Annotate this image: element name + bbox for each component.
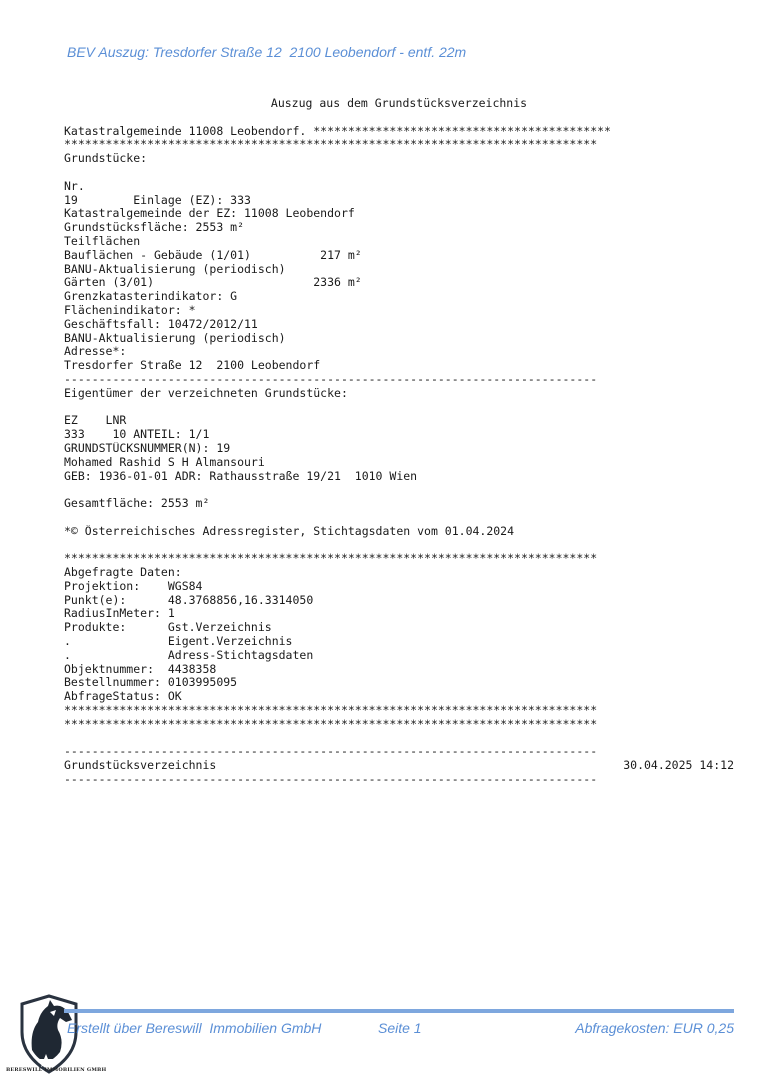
document-line: AbfrageStatus: OK (64, 690, 182, 704)
document-line: Punkt(e): 48.3768856,16.3314050 (64, 593, 314, 607)
document-line: *© Österreichisches Adressregister, Stichtagsdaten vom 01.04.2024 (64, 524, 515, 538)
document-line: ----------------------------------------------------------------------------- (64, 745, 598, 759)
document-line: Objektnummer: 4438358 (64, 662, 217, 676)
document-title: Auszug aus dem Grundstücksverzeichnis (270, 97, 528, 110)
document-line: EZ LNR (64, 414, 127, 428)
end-rule: ----------------------------------------------------------------------------- (64, 773, 598, 787)
document-line: Geschäftsfall: 10472/2012/11 (64, 317, 258, 331)
footer-divider (64, 1009, 734, 1013)
document-line: Nr. (64, 179, 85, 193)
document-line: Grundstücke: (64, 152, 148, 166)
document-line: ***************************************************************************** (64, 704, 598, 718)
document-line: ***************************************************************************** (64, 717, 598, 731)
document-line: Gesamtfläche: 2553 m² (64, 497, 210, 511)
logo-text: BERESWILL IMMOBILIEN GMBH (6, 1067, 107, 1073)
document-lines (64, 111, 734, 759)
document-line: Projektion: WGS84 (64, 579, 203, 593)
document-line: Teilflächen (64, 234, 141, 248)
document-line: BANU-Aktualisierung (periodisch) (64, 331, 286, 345)
document-line: Abgefragte Daten: (64, 566, 182, 580)
document-line (64, 539, 734, 553)
document-line: ----------------------------------------------------------------------------- (64, 372, 598, 386)
summary-label: Grundstücksverzeichnis (64, 758, 217, 773)
document-line: Adresse*: (64, 345, 127, 359)
document-line: GRUNDSTÜCKSNUMMER(N): 19 (64, 441, 231, 455)
document-line (64, 732, 734, 746)
document-line: Tresdorfer Straße 12 2100 Leobendorf (64, 359, 321, 373)
document-line: ***************************************************************************** (64, 552, 598, 566)
document-line: Grenzkatasterindikator: G (64, 290, 238, 304)
document-line: Produkte: Gst.Verzeichnis (64, 621, 272, 635)
document-line: Bauflächen - Gebäude (1/01) 217 m² (64, 248, 362, 262)
document-line: . Eigent.Verzeichnis (64, 635, 293, 649)
document-line: Bestellnummer: 0103995095 (64, 676, 238, 690)
footer-page-number: Seite 1 (378, 1020, 422, 1036)
document-line (64, 166, 734, 180)
document-line (64, 111, 734, 125)
summary-date: 30.04.2025 14:12 (623, 758, 734, 773)
document-line: 333 10 ANTEIL: 1/1 (64, 428, 210, 442)
document-line: Gärten (3/01) 2336 m² (64, 276, 362, 290)
header-title: BEV Auszug: Tresdorfer Straße 12 2100 Leobendorf - entf. 22m (67, 44, 467, 60)
document-line: Katastralgemeinde 11008 Leobendorf. ******************************************* (64, 124, 611, 138)
footer-query-cost: Abfragekosten: EUR 0,25 (575, 1020, 734, 1036)
document-line: ***************************************************************************** (64, 138, 598, 152)
footer-created-by: Erstellt über Bereswill Immobilien GmbH (67, 1020, 322, 1036)
document-line (64, 483, 734, 497)
document-line: RadiusInMeter: 1 (64, 607, 175, 621)
summary-row (64, 759, 734, 773)
document-line: Flächenindikator: * (64, 303, 196, 317)
document-line: 19 Einlage (EZ): 333 (64, 193, 251, 207)
document-line: Katastralgemeinde der EZ: 11008 Leobendorf (64, 207, 355, 221)
document-line: BANU-Aktualisierung (periodisch) (64, 262, 286, 276)
document-body (64, 97, 734, 787)
document-line (64, 511, 734, 525)
document-line: Mohamed Rashid S H Almansouri (64, 455, 265, 469)
document-line: Grundstücksfläche: 2553 m² (64, 221, 245, 235)
document-line (64, 401, 734, 415)
document-line: . Adress-Stichtagsdaten (64, 648, 314, 662)
document-line: Eigentümer der verzeichneten Grundstücke: (64, 386, 348, 400)
document-line: GEB: 1936-01-01 ADR: Rathausstraße 19/21 1010 Wien (64, 469, 418, 483)
